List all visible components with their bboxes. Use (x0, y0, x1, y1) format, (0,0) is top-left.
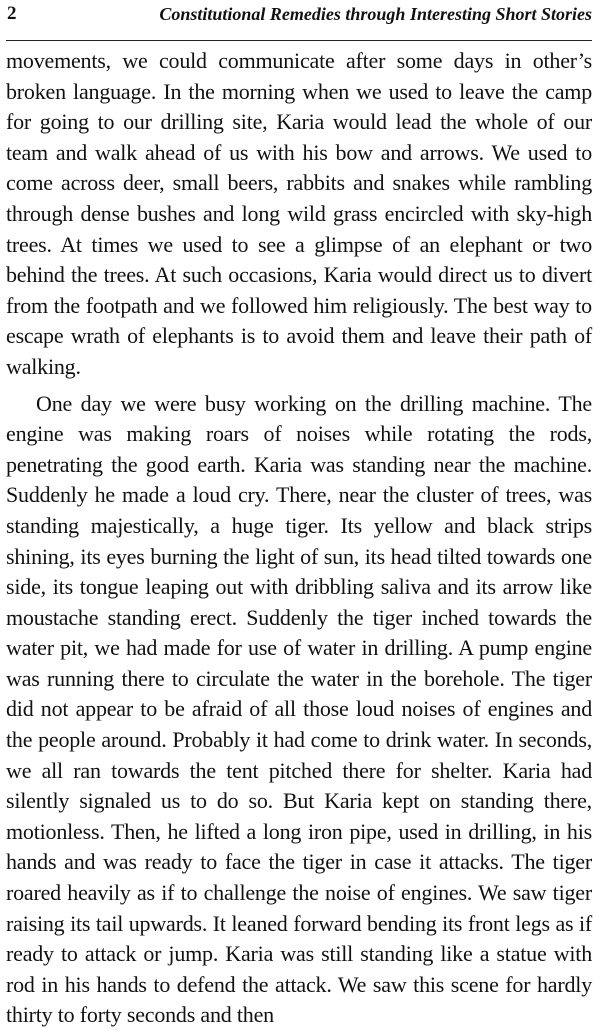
running-title: Constitutional Remedies through Interesting Short Stories (159, 4, 592, 24)
paragraph-2: One day we were busy working on the drilling machine. The engine was making roars of noises while rotating the rods, penetrating the good earth. Karia was standing near the machine. Suddenly he made a loud cry. There, near the cluster of trees, was standing majestically, a huge tiger. Its yellow and black strips shining, its eyes burning the light of sun, its head tilted towards one side, its tongue leaping out with dribbling saliva and its arrow like moustache standing erect. Suddenly the tiger inched towards the water pit, we had made for use of water in drilling. A pump engine was running there to circulate the water in the borehole. The tiger did not appear to be afraid of all those loud noises of engines and the people around. Probably it had come to drink water. In seconds, we all ran towards the tent pitched there for shelter. Karia had silently signaled us to do so. But Karia kept on standing there, motionless. Then, he lifted a long iron pipe, used in drilling, in his hands and was ready to face the tiger in case it attacks. The tiger roared heavily as if to challenge the noise of engines. We saw tiger raising its tail upwards. It leaned forward bending its front legs as if ready to attack or jump. Karia was still standing like a statue with rod in his hands to defend the attack. We saw this scene for hardly thirty to forty seconds and then (6, 390, 592, 1028)
body-text (6, 46, 592, 1031)
paragraph-1: movements, we could communicate after some days in other’s broken language. In the morning when we used to leave the camp for going to our drilling site, Karia would lead the whole of our team and walk ahead of us with his bow and arrows. We used to come across deer, small beers, rabbits and snakes while rambling through dense bushes and long wild grass encircled with sky-high trees. At times we used to see a glimpse of an elephant or two behind the trees. At such occasions, Karia would direct us to divert from the footpath and we followed him religiously. The best way to escape wrath of elephants is to avoid them and leave their path of walking. (6, 48, 592, 379)
running-header (6, 0, 592, 41)
page-number: 2 (7, 3, 17, 24)
